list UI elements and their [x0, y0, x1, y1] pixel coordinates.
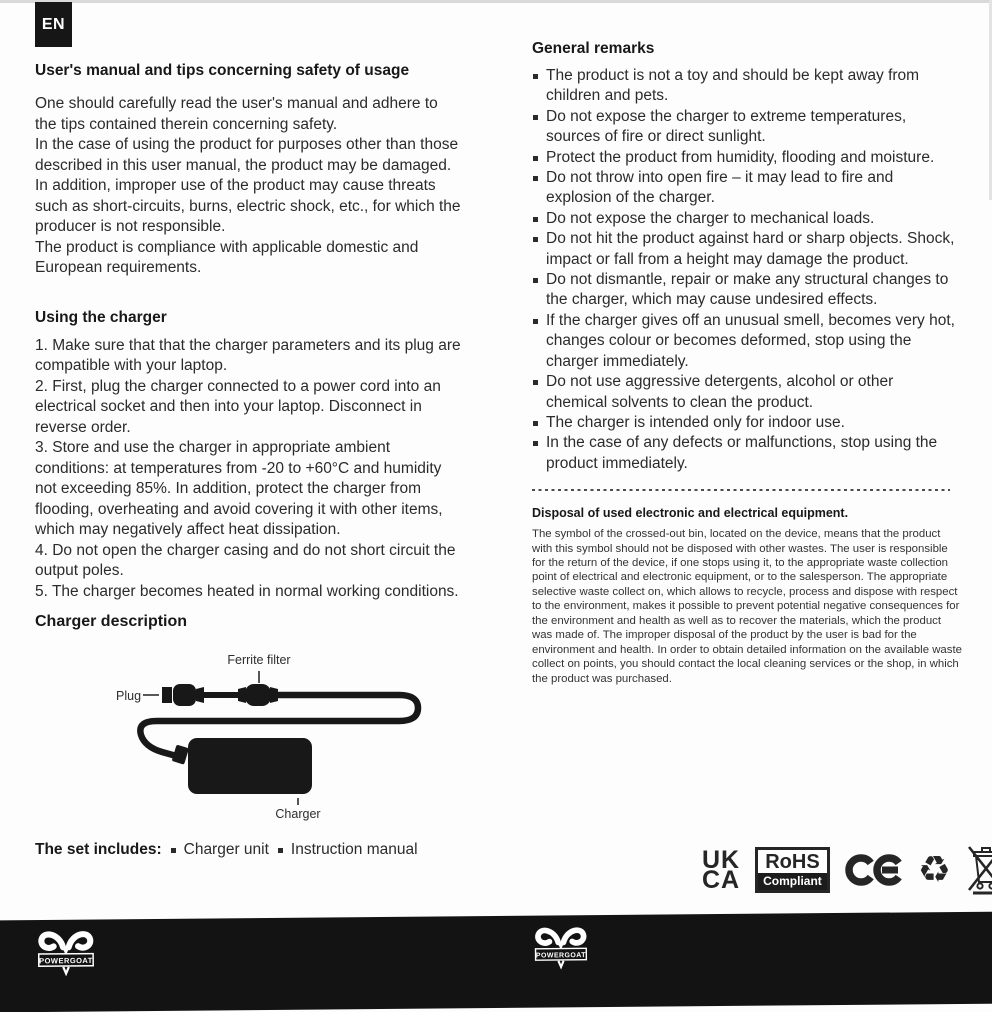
- safety-paragraph: One should carefully read the user's manual and adhere to the tips contained therein concerning safety.: [35, 95, 438, 133]
- rohs-mark: [755, 847, 830, 893]
- general-remarks-heading: General remarks: [532, 40, 655, 57]
- powergoat-logo: [36, 927, 96, 982]
- general-remarks-list: [532, 66, 956, 474]
- step-item: 3. Store and use the charger in appropriate ambient conditions: at temperatures from -20 to +60°C and humidity not exceeding 85%. In addition, protect the charger from flooding, overheating and avoid covering it with other items, which may negatively affect heat dissipation.: [35, 439, 443, 538]
- remark-item: Do not expose the charger to extreme temperatures, sources of fire or direct sunlight.: [532, 107, 956, 148]
- ukca-line: UK: [702, 846, 741, 874]
- plug-pin: [162, 687, 172, 703]
- safety-paragraph: The product is compliance with applicable domestic and European requirements.: [35, 238, 419, 276]
- set-includes-item: [278, 841, 418, 859]
- powergoat-wordmark: POWERGOAT: [39, 955, 93, 966]
- using-charger-steps: [35, 336, 463, 603]
- powergoat-wordmark: POWERGOAT: [535, 952, 587, 960]
- ferrite-filter-label: Ferrite filter: [227, 653, 291, 667]
- certification-marks-row: [702, 843, 992, 897]
- remark-item: Do not expose the charger to mechanical loads.: [532, 209, 956, 229]
- recycling-symbol-icon: ♻: [917, 848, 951, 891]
- plug-strain-relief: [196, 687, 204, 703]
- ukca-line: CA: [702, 866, 741, 894]
- weee-crossed-bin-icon: [966, 845, 992, 895]
- dc-connector: [172, 745, 189, 765]
- remark-item: The product is not a toy and should be kept away from children and pets.: [532, 66, 956, 107]
- using-charger-heading: Using the charger: [35, 308, 167, 326]
- square-bullet-icon: [278, 848, 283, 853]
- remark-item: The charger is intended only for indoor use.: [532, 413, 956, 433]
- step-item: 4. Do not open the charger casing and do not short circuit the output poles.: [35, 541, 456, 579]
- ce-mark-glyph: [845, 852, 903, 888]
- remark-item: Do not use aggressive detergents, alcohol or other chemical solvents to clean the product.: [532, 372, 956, 413]
- goat-beard: [63, 967, 69, 974]
- safety-paragraphs: [35, 94, 463, 279]
- plug-label: Plug: [116, 689, 142, 703]
- disposal-body: The symbol of the crossed-out bin, located on the device, means that the product with this symbol should not be disposed with other wastes. The user is responsible for the return of the device, if one stops using it, to the appropriate waste collection point of electrical and electronic equipment, or to the salesperson. The appropriate selective waste collect on, which allows to recycle, process and dispose with respect to the environment, makes it possible to prevent potential negative consequences for the environment and health as well as to recover the materials, which the product was made of. The improper disposal of the product by the user is bad for the environment and health. In order to obtain detailed information on the available waste collect on points, you should contact the local cleaning services or the shop, in which the product was purchased.: [532, 528, 962, 685]
- powergoat-logo: [533, 923, 589, 975]
- charger-brick: [188, 738, 312, 794]
- goat-beard: [558, 961, 563, 967]
- footer-bar: [0, 912, 992, 1012]
- remark-item: If the charger gives off an unusual smell, becomes very hot, changes colour or becomes deformed, stop using the charger immediately.: [532, 311, 956, 372]
- language-badge: EN: [35, 2, 72, 47]
- disposal-heading: Disposal of used electronic and electrical equipment.: [532, 506, 849, 521]
- set-includes-item: [171, 841, 269, 859]
- ferrite-filter-bead: [245, 684, 271, 706]
- set-includes-item-label: Charger unit: [183, 841, 269, 858]
- dashed-separator: [532, 489, 950, 491]
- charger-description-heading: Charger description: [35, 613, 188, 630]
- plug-body: [173, 684, 196, 706]
- remark-item: Do not dismantle, repair or make any structural changes to the charger, which may cause undesired effects.: [532, 270, 956, 311]
- safety-heading: User's manual and tips concerning safety of usage: [35, 62, 410, 79]
- scan-edge-artifact: [0, 0, 992, 3]
- remark-item: In the case of any defects or malfunctions, stop using the product immediately.: [532, 433, 956, 474]
- rohs-title: RoHS: [765, 851, 820, 873]
- ukca-mark: [702, 846, 741, 894]
- rohs-subtitle: Compliant: [758, 873, 827, 890]
- remark-item: Do not throw into open fire – it may lead to fire and explosion of the charger.: [532, 168, 956, 209]
- ferrite-collar: [238, 687, 246, 703]
- left-column: [35, 60, 463, 859]
- set-includes-label: The set includes:: [35, 841, 162, 858]
- charger-diagram: [100, 642, 500, 822]
- right-column: [532, 38, 962, 686]
- safety-paragraph: In the case of using the product for purposes other than those described in this user manual, the product may be damaged. In addition, improper use of the product may cause threats such as short-circuits, burns, electric shock, etc., for which the producer is not responsible.: [35, 136, 461, 235]
- step-item: 5. The charger becomes heated in normal working conditions.: [35, 582, 459, 600]
- charger-label: Charger: [275, 807, 321, 821]
- set-includes-row: [35, 841, 463, 859]
- set-includes-item-label: Instruction manual: [290, 841, 418, 858]
- remark-item: Do not hit the product against hard or sharp objects. Shock, impact or fall from a height may damage the product.: [532, 229, 956, 270]
- step-item: 2. First, plug the charger connected to a power cord into an electrical socket and then into your laptop. Disconnect in reverse order.: [35, 377, 441, 436]
- ce-mark-icon: [845, 852, 903, 888]
- square-bullet-icon: [171, 848, 176, 853]
- remark-item: Protect the product from humidity, flooding and moisture.: [532, 148, 956, 168]
- step-item: 1. Make sure that that the charger parameters and its plug are compatible with your laptop.: [35, 336, 461, 374]
